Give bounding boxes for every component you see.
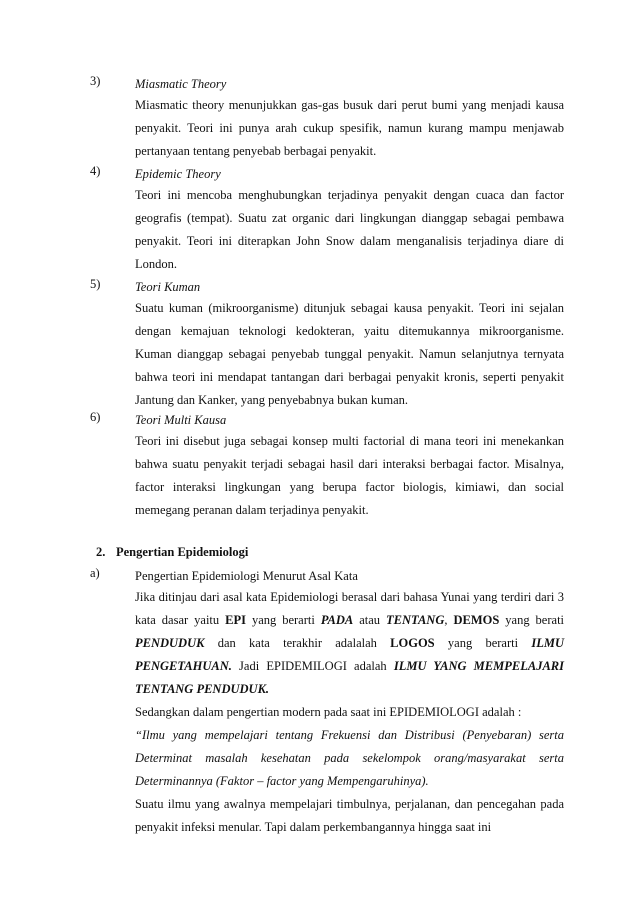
list-item-teori-kuman xyxy=(90,277,564,412)
term-tentang: TENTANG xyxy=(386,613,445,627)
term-penduduk: PENDUDUK xyxy=(135,636,205,650)
paragraph-continuation: Suatu ilmu yang awalnya mempelajari timbulnya, perjalanan, dan pencegahan pada penyakit infeksi menular. Tapi dalam perkembangannya hingga saat ini xyxy=(135,797,564,834)
text-run: Jika ditinjau dari asal kata Epidemiologi berasal dari bahasa Yunai yang terdiri dari 3 kata dasar yaitu xyxy=(135,590,564,627)
paragraph-quote: “Ilmu yang mempelajari tentang Frekuensi dan Distribusi (Penyebaran) serta Determinat masalah kesehatan pada sekelompok orang/masyarakat serta Determinannya (Faktor – factor yang Mempengaruhinya). xyxy=(135,728,564,788)
text-run: dan kata terakhir adalalah xyxy=(204,636,391,650)
paragraph-modern: Sedangkan dalam pengertian modern pada saat ini EPIDEMIOLOGI adalah : xyxy=(135,705,522,719)
subsection-number: a) xyxy=(90,566,100,580)
item-number: 6) xyxy=(90,410,101,424)
text-run: Jadi EPIDEMILOGI adalah xyxy=(231,659,394,673)
item-title: Teori Kuman xyxy=(135,280,201,294)
term-logos: LOGOS xyxy=(390,636,435,650)
item-number: 4) xyxy=(90,164,101,178)
term-definisi: ILMU YANG MEMPELAJARI TENTANG PENDUDUK. xyxy=(135,659,564,696)
term-demos: DEMOS xyxy=(453,613,500,627)
section-heading xyxy=(96,542,566,562)
term-epi: EPI xyxy=(225,613,246,627)
term-pada: PADA xyxy=(320,613,354,627)
item-number: 5) xyxy=(90,277,101,291)
item-title: Teori Multi Kausa xyxy=(135,413,227,427)
list-item-epidemic xyxy=(90,164,564,276)
list-item-multi-kausa xyxy=(90,410,564,522)
item-body: Teori ini mencoba menghubungkan terjadinya penyakit dengan cuaca dan factor geografis (tempat). Suatu zat organic dari lingkungan dianggap sebagai pembawa penyakit. Teori ini diterapkan John Snow dalam menganalisis terjadinya diare di London. xyxy=(135,188,564,271)
section-number: 2. xyxy=(96,545,106,559)
text-run: atau xyxy=(353,613,387,627)
text-run: yang berarti xyxy=(245,613,321,627)
item-body: Miasmatic theory menunjukkan gas-gas busuk dari perut bumi yang menjadi kausa penyakit. Teori ini punya arah cukup spesifik, namun kurang mampu menjawab pertanyaan tentang penyebab berbagai penyakit. xyxy=(135,98,564,158)
text-run: yang berarti xyxy=(434,636,532,650)
text-run: yang berati xyxy=(499,613,565,627)
item-title: Miasmatic Theory xyxy=(135,77,227,91)
text-run: , xyxy=(444,613,454,627)
subsection-asal-kata xyxy=(90,566,565,839)
item-body: Suatu kuman (mikroorganisme) ditunjuk sebagai kausa penyakit. Teori ini sejalan dengan kemajuan teknologi kedokteran, yaitu ditemukannya mikroorganisme. Kuman dianggap sebagai penyebab tunggal penyakit. Namun selanjutnya ternyata bahwa teori ini mendapat tantangan dari berbagai penyakit kronis, seperti penyakit Jantung dan Kanker, yang penyebabnya bukan kuman. xyxy=(135,301,564,407)
paragraph-etymology xyxy=(135,586,564,701)
list-item-miasmatic xyxy=(90,74,564,163)
item-body: Teori ini disebut juga sebagai konsep multi factorial di mana teori ini menekankan bahwa suatu penyakit terjadi sebagai hasil dari interaksi berbagai factor. Misalnya, factor interaksi lingkungan yang berupa factor biologis, kimiawi, dan social memegang peranan dalam terjadinya penyakit. xyxy=(135,434,564,517)
item-title: Epidemic Theory xyxy=(135,167,221,181)
subsection-title: Pengertian Epidemiologi Menurut Asal Kata xyxy=(135,569,358,583)
term-ilmu: ILMU PENGETAHUAN. xyxy=(135,636,564,673)
section-title: Pengertian Epidemiologi xyxy=(116,545,249,559)
item-number: 3) xyxy=(90,74,101,88)
